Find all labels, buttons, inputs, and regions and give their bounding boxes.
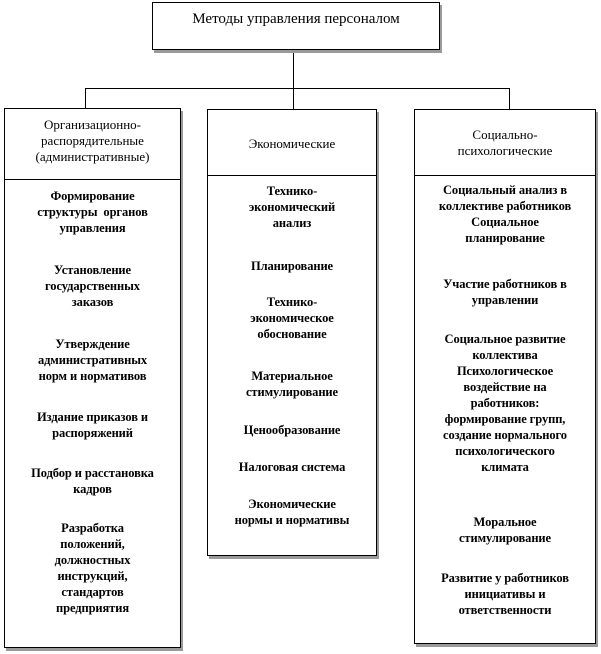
item-line: Ценообразование [243, 423, 341, 437]
item-line: коллективе работников [438, 199, 572, 213]
connector-middle-down [293, 88, 294, 109]
list-item [7, 520, 178, 616]
item-line: управления [59, 221, 126, 235]
header-line: Организационно- [44, 117, 141, 132]
item-line: экономическое [250, 311, 334, 325]
item-line: Материальное [251, 369, 333, 383]
list-item [417, 182, 593, 246]
item-line: Планирование [250, 259, 334, 273]
item-line: положений, [60, 537, 125, 551]
connector-horizontal [85, 88, 509, 89]
item-line: предприятия [56, 601, 129, 615]
header-line: психологические [457, 143, 553, 158]
item-line: экономический [248, 200, 336, 214]
list-item [210, 294, 374, 342]
item-line: создание нормального [443, 428, 567, 442]
list-item [210, 368, 374, 400]
item-line: Социальное развитие [444, 332, 566, 346]
item-line: Подбор и расстановка [31, 466, 154, 480]
item-line: Развитие у работников [441, 571, 569, 585]
list-item [417, 570, 593, 618]
list-item [7, 262, 178, 310]
item-line: климата [481, 460, 529, 474]
item-line: Издание приказов и [37, 410, 148, 424]
list-item [210, 183, 374, 231]
header-line: распорядительные [41, 133, 144, 148]
item-line: государственных [45, 279, 140, 293]
item-line: психологического [455, 444, 555, 458]
item-line: работников: [470, 396, 540, 410]
item-line: Технико- [266, 184, 318, 198]
item-line: Установление [54, 263, 131, 277]
item-line: Формирование [50, 189, 135, 203]
item-line: Технико- [266, 295, 318, 309]
item-line: кадров [73, 482, 112, 496]
list-item [417, 331, 593, 475]
item-line: норм и нормативов [38, 369, 147, 383]
item-line: Налоговая система [238, 460, 346, 474]
item-line: инициативы и [464, 587, 546, 601]
header-line: Экономические [248, 136, 336, 151]
item-line: стимулирование [458, 531, 551, 545]
item-line: Социальный анализ в [443, 183, 567, 197]
item-line: Моральное [473, 515, 537, 529]
item-line: анализ [272, 216, 312, 230]
column-economic-header [208, 136, 376, 152]
diagram-title-box [152, 2, 440, 50]
item-line: Разработка [61, 521, 124, 535]
column-organizational-header [5, 117, 180, 165]
column-organizational-body [4, 179, 181, 648]
diagram-title: Методы управления персоналом [192, 11, 400, 27]
column-social-body [414, 175, 596, 644]
item-line: ответственности [458, 603, 552, 617]
item-line: распоряжений [52, 426, 133, 440]
item-line: Экономические [248, 497, 336, 511]
item-line: заказов [71, 295, 114, 309]
list-item [417, 514, 593, 546]
list-item [417, 276, 593, 308]
item-line: Психологическое [456, 364, 554, 378]
list-item [210, 496, 374, 528]
item-line: стимулирование [245, 385, 338, 399]
item-line: инструкций, [57, 569, 128, 583]
connector-title-down [293, 50, 294, 88]
item-line: коллектива [472, 348, 538, 362]
list-item [7, 409, 178, 441]
column-social-header [415, 127, 595, 159]
item-line: обоснование [257, 327, 327, 341]
column-social-header-box [414, 109, 596, 176]
connector-left-down [85, 88, 86, 108]
column-organizational-header-box [4, 108, 181, 180]
item-line: формирование групп, [444, 412, 566, 426]
item-line: планирование [465, 231, 545, 245]
list-item [7, 336, 178, 384]
column-economic-body [207, 175, 377, 556]
item-line: Участие работников в [443, 277, 567, 291]
list-item [210, 459, 374, 475]
column-economic-header-box [207, 109, 377, 176]
list-item [7, 465, 178, 497]
item-line: Социальное [471, 215, 539, 229]
item-line: должностных [54, 553, 131, 567]
header-line: Социально- [472, 127, 538, 142]
item-line: управлении [471, 293, 539, 307]
item-line: нормы и нормативы [234, 513, 350, 527]
header-line: (административные) [35, 149, 150, 164]
list-item [7, 188, 178, 236]
connector-right-down [509, 88, 510, 109]
item-line: структуры органов [37, 205, 148, 219]
item-line: стандартов [61, 585, 124, 599]
list-item [210, 258, 374, 274]
item-line: Утверждение [55, 337, 130, 351]
list-item [210, 422, 374, 438]
item-line: воздействие на [463, 380, 547, 394]
item-line: административных [37, 353, 148, 367]
